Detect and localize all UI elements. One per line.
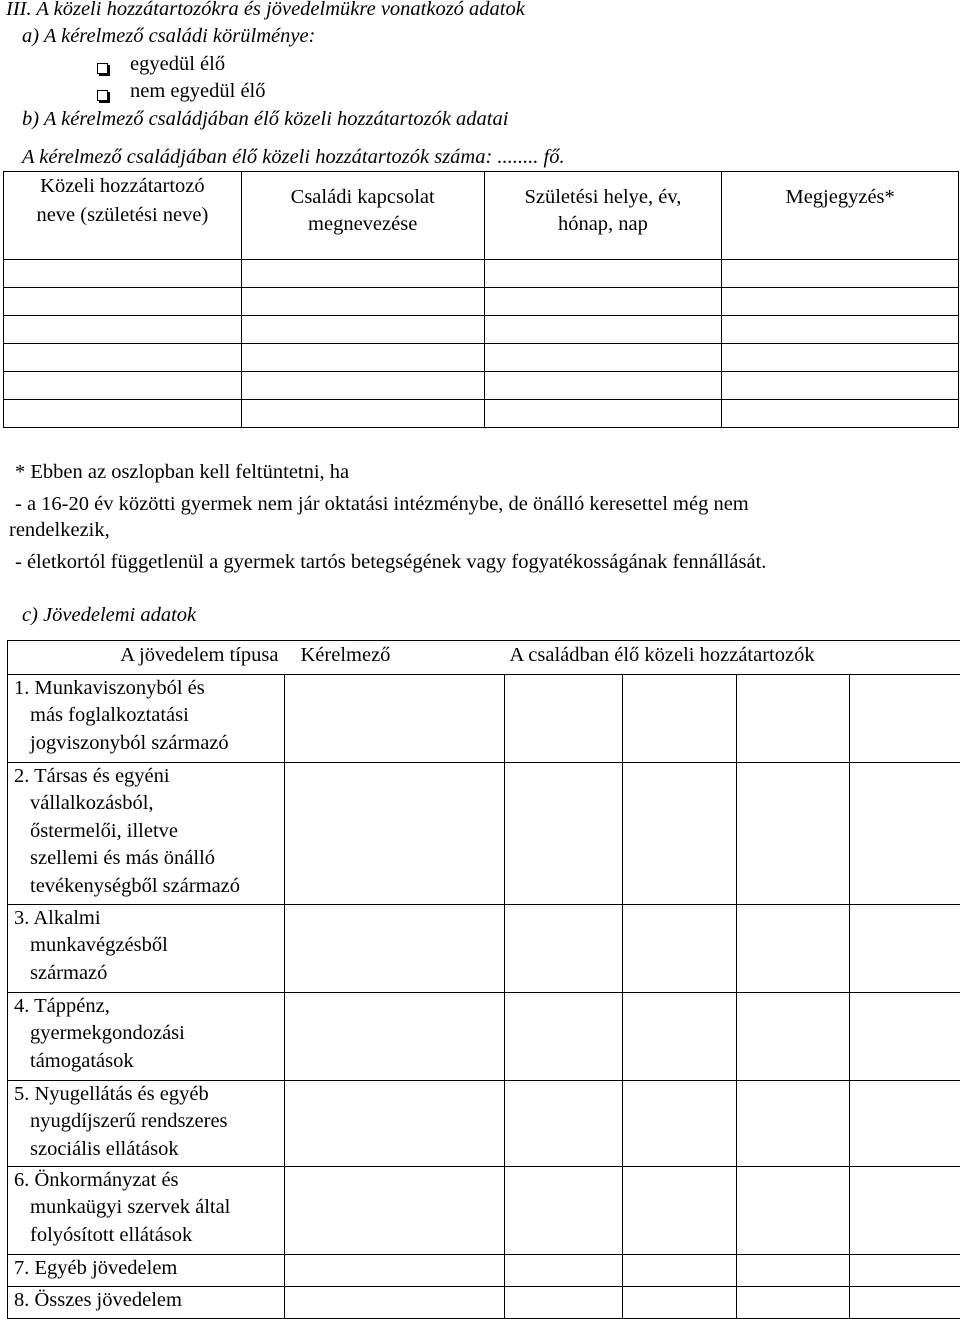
relative-income-cell[interactable] <box>737 1167 850 1255</box>
rel-row <box>4 344 959 372</box>
income-type-line: származó <box>14 960 284 987</box>
relative-income-cell[interactable] <box>850 763 960 905</box>
relative-income-cell[interactable] <box>737 763 850 905</box>
applicant-income-cell[interactable] <box>285 905 505 993</box>
income-header-applicant: Kérelmező <box>285 641 505 675</box>
rel-cell[interactable] <box>241 344 484 372</box>
item-a-label: a) A kérelmező családi körülménye: <box>22 24 315 48</box>
income-row <box>8 1081 960 1167</box>
rel-cell[interactable] <box>4 316 242 344</box>
income-table <box>7 640 960 1319</box>
income-type-line: 1. Munkaviszonyból és <box>14 675 284 702</box>
rel-header-note: Megjegyzés* <box>722 172 959 260</box>
income-type-cell <box>8 1255 285 1287</box>
relative-income-cell[interactable] <box>505 905 623 993</box>
relative-income-cell[interactable] <box>505 993 623 1081</box>
applicant-income-cell[interactable] <box>285 1287 505 1319</box>
relative-income-cell[interactable] <box>850 1167 960 1255</box>
rel-cell[interactable] <box>241 400 484 428</box>
income-type-cell <box>8 763 285 905</box>
rel-cell[interactable] <box>4 260 242 288</box>
income-row <box>8 905 960 993</box>
relative-income-cell[interactable] <box>737 675 850 763</box>
rel-header-relationship: Családi kapcsolat megnevezése <box>241 172 484 260</box>
rel-cell[interactable] <box>4 288 242 316</box>
income-type-line: szociális ellátások <box>14 1136 284 1163</box>
rel-cell[interactable] <box>722 260 959 288</box>
relative-income-cell[interactable] <box>505 1255 623 1287</box>
relative-income-cell[interactable] <box>850 1255 960 1287</box>
income-type-line: nyugdíjszerű rendszeres <box>14 1108 284 1135</box>
income-row <box>8 1255 960 1287</box>
rel-cell[interactable] <box>484 400 722 428</box>
footnote-line-3: rendelkezik, <box>9 516 110 545</box>
relative-income-cell[interactable] <box>505 1287 623 1319</box>
income-row <box>8 675 960 763</box>
income-type-line: 2. Társas és egyéni <box>14 763 284 790</box>
relative-income-cell[interactable] <box>623 763 737 905</box>
footnote-line-4: - életkortól függetlenül a gyermek tartós betegségének vagy fogyatékosságának fennállását. <box>15 548 766 577</box>
rel-row <box>4 372 959 400</box>
income-row <box>8 1287 960 1319</box>
rel-cell[interactable] <box>4 372 242 400</box>
rel-cell[interactable] <box>484 288 722 316</box>
rel-row <box>4 260 959 288</box>
relatives-table <box>3 171 959 428</box>
income-type-line: 5. Nyugellátás és egyéb <box>14 1081 284 1108</box>
income-type-line: 3. Alkalmi <box>14 905 284 932</box>
rel-cell[interactable] <box>722 400 959 428</box>
rel-cell[interactable] <box>4 400 242 428</box>
income-type-line: 6. Önkormányzat és <box>14 1167 284 1194</box>
relative-income-cell[interactable] <box>623 675 737 763</box>
rel-cell[interactable] <box>241 260 484 288</box>
checkbox-not-alone[interactable] <box>97 90 108 101</box>
income-type-cell <box>8 1081 285 1167</box>
applicant-income-cell[interactable] <box>285 675 505 763</box>
rel-cell[interactable] <box>484 344 722 372</box>
rel-cell[interactable] <box>722 372 959 400</box>
income-type-line: 7. Egyéb jövedelem <box>14 1255 284 1282</box>
income-type-line: támogatások <box>14 1048 284 1075</box>
income-row <box>8 763 960 905</box>
relative-income-cell[interactable] <box>850 905 960 993</box>
income-type-line: 4. Táppénz, <box>14 993 284 1020</box>
applicant-income-cell[interactable] <box>285 1167 505 1255</box>
applicant-income-cell[interactable] <box>285 1081 505 1167</box>
rel-cell[interactable] <box>241 288 484 316</box>
income-type-line: szellemi és más önálló <box>14 845 284 872</box>
relative-income-cell[interactable] <box>850 993 960 1081</box>
relative-income-cell[interactable] <box>505 1081 623 1167</box>
income-type-line: jogviszonyból származó <box>14 730 284 757</box>
relative-income-cell[interactable] <box>737 1287 850 1319</box>
income-type-line: munkavégzésből <box>14 932 284 959</box>
rel-cell[interactable] <box>241 316 484 344</box>
rel-header-name: Közeli hozzátartozó neve (születési neve) <box>4 172 242 260</box>
income-type-cell <box>8 675 285 763</box>
item-c-label: c) Jövedelemi adatok <box>22 603 196 627</box>
relative-income-cell[interactable] <box>623 1167 737 1255</box>
income-row <box>8 993 960 1081</box>
income-type-cell <box>8 993 285 1081</box>
rel-cell[interactable] <box>484 260 722 288</box>
option-alone-label: egyedül élő <box>130 52 225 76</box>
income-type-line: gyermekgondozási <box>14 1020 284 1047</box>
item-b-label: b) A kérelmező családjában élő közeli hozzátartozók adatai <box>22 107 508 131</box>
relative-income-cell[interactable] <box>850 1081 960 1167</box>
income-header-type: A jövedelem típusa <box>8 641 285 675</box>
footnote-line-1: * Ebben az oszlopban kell feltüntetni, ha <box>15 458 349 487</box>
income-type-line: tevékenységből származó <box>14 873 284 900</box>
income-type-line: munkaügyi szervek által <box>14 1194 284 1221</box>
income-type-line: 8. Összes jövedelem <box>14 1287 284 1314</box>
rel-header-birth: Születési helye, év, hónap, nap <box>484 172 722 260</box>
relative-income-cell[interactable] <box>623 1255 737 1287</box>
income-type-line: más foglalkoztatási <box>14 702 284 729</box>
rel-cell[interactable] <box>484 316 722 344</box>
relative-income-cell[interactable] <box>505 675 623 763</box>
relative-income-cell[interactable] <box>737 905 850 993</box>
income-header-relatives: A családban élő közeli hozzátartozók <box>505 641 960 675</box>
income-type-line: vállalkozásból, <box>14 790 284 817</box>
rel-cell[interactable] <box>241 372 484 400</box>
rel-row <box>4 288 959 316</box>
relative-income-cell[interactable] <box>737 1255 850 1287</box>
relative-income-cell[interactable] <box>850 1287 960 1319</box>
rel-cell[interactable] <box>722 316 959 344</box>
income-type-cell <box>8 1167 285 1255</box>
applicant-income-cell[interactable] <box>285 763 505 905</box>
option-not-alone-label: nem egyedül élő <box>130 79 265 103</box>
rel-row <box>4 400 959 428</box>
income-type-line: őstermelői, illetve <box>14 818 284 845</box>
rel-row <box>4 316 959 344</box>
rel-cell[interactable] <box>4 344 242 372</box>
applicant-income-cell[interactable] <box>285 993 505 1081</box>
relative-income-cell[interactable] <box>737 993 850 1081</box>
income-type-cell <box>8 1287 285 1319</box>
rel-cell[interactable] <box>722 288 959 316</box>
section-title: III. A közeli hozzátartozókra és jövedelmükre vonatkozó adatok <box>6 0 525 21</box>
checkbox-alone[interactable] <box>97 63 108 74</box>
footnote-line-2: - a 16-20 év közötti gyermek nem jár oktatási intézménybe, de önálló keresettel még nem <box>15 490 749 519</box>
rel-cell[interactable] <box>722 344 959 372</box>
relative-income-cell[interactable] <box>505 763 623 905</box>
applicant-income-cell[interactable] <box>285 1255 505 1287</box>
income-row <box>8 1167 960 1255</box>
income-type-cell <box>8 905 285 993</box>
relatives-count-label: A kérelmező családjában élő közeli hozzátartozók száma: ........ fő. <box>22 145 565 169</box>
relative-income-cell[interactable] <box>505 1167 623 1255</box>
relative-income-cell[interactable] <box>623 1287 737 1319</box>
rel-cell[interactable] <box>484 372 722 400</box>
relative-income-cell[interactable] <box>623 993 737 1081</box>
relative-income-cell[interactable] <box>623 905 737 993</box>
relative-income-cell[interactable] <box>623 1081 737 1167</box>
relative-income-cell[interactable] <box>737 1081 850 1167</box>
relative-income-cell[interactable] <box>850 675 960 763</box>
income-type-line: folyósított ellátások <box>14 1222 284 1249</box>
